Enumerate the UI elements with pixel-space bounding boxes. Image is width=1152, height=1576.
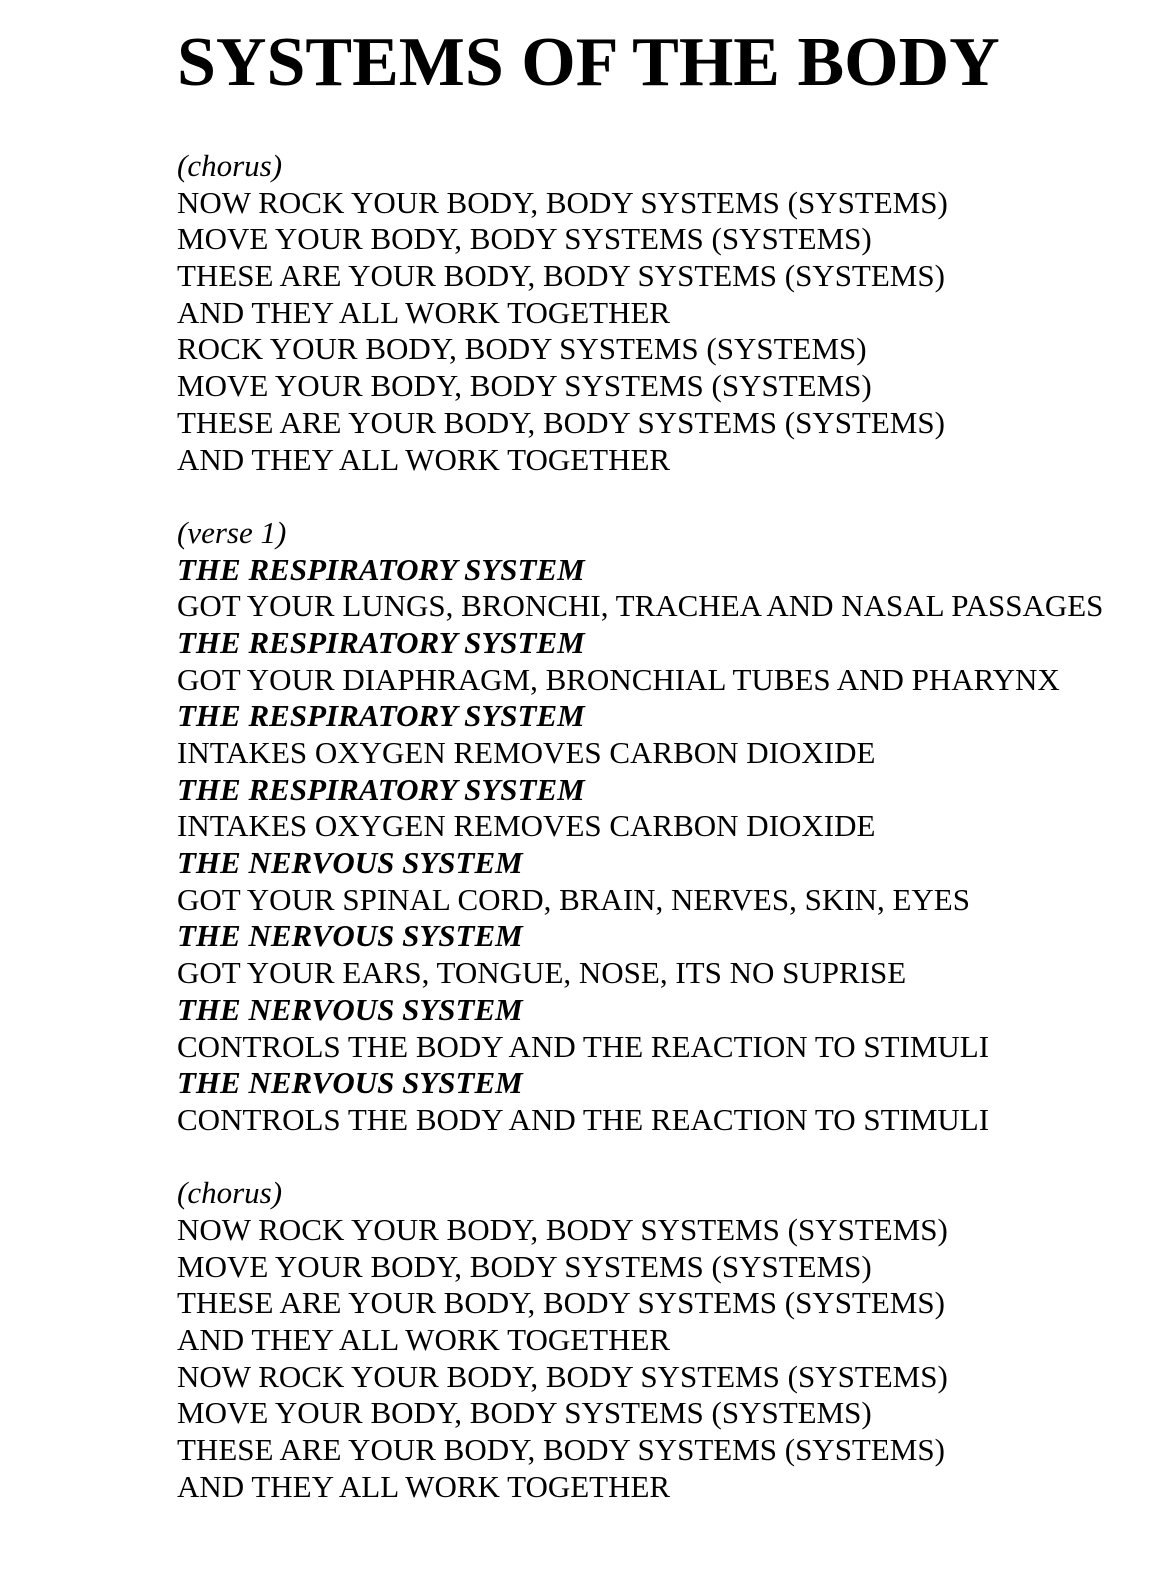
lyric-line: CONTROLS THE BODY AND THE REACTION TO STIMULI (177, 1028, 990, 1064)
system-heading: THE RESPIRATORY SYSTEM (177, 624, 585, 660)
lyric-line: AND THEY ALL WORK TOGETHER (177, 294, 671, 330)
lyric-line: GOT YOUR EARS, TONGUE, NOSE, ITS NO SUPRISE (177, 955, 907, 991)
lyric-line: NOW ROCK YOUR BODY, BODY SYSTEMS (SYSTEMS) (177, 1211, 948, 1247)
section-label: (chorus) (177, 1175, 283, 1211)
lyrics-content (177, 148, 1147, 1505)
lyric-line: THESE ARE YOUR BODY, BODY SYSTEMS (SYSTEMS) (177, 1285, 945, 1321)
lyric-line: INTAKES OXYGEN REMOVES CARBON DIOXIDE (177, 735, 876, 770)
system-heading: THE RESPIRATORY SYSTEM (177, 551, 585, 587)
system-heading: THE NERVOUS SYSTEM (177, 991, 523, 1027)
lyric-line: THESE ARE YOUR BODY, BODY SYSTEMS (SYSTEMS) (177, 1432, 945, 1468)
lyric-line: NOW ROCK YOUR BODY, BODY SYSTEMS (SYSTEMS) (177, 184, 948, 220)
lyric-line: CONTROLS THE BODY AND THE REACTION TO STIMULI (177, 1101, 990, 1137)
system-heading: THE RESPIRATORY SYSTEM (177, 771, 585, 807)
lyric-line: AND THEY ALL WORK TOGETHER (177, 1468, 671, 1504)
system-heading: THE RESPIRATORY SYSTEM (177, 698, 585, 734)
system-heading: THE NERVOUS SYSTEM (177, 918, 523, 954)
section-label: (verse 1) (177, 514, 287, 550)
lyric-line: AND THEY ALL WORK TOGETHER (177, 441, 671, 477)
lyrics-page (177, 22, 1147, 1542)
section-label: (chorus) (177, 148, 283, 183)
lyric-line: GOT YOUR DIAPHRAGM, BRONCHIAL TUBES AND PHARYNX (177, 661, 1060, 697)
lyric-line: THESE ARE YOUR BODY, BODY SYSTEMS (SYSTEMS) (177, 404, 945, 440)
lyric-line: ROCK YOUR BODY, BODY SYSTEMS (SYSTEMS) (177, 331, 867, 367)
system-heading: THE NERVOUS SYSTEM (177, 1065, 523, 1101)
lyric-line: INTAKES OXYGEN REMOVES CARBON DIOXIDE (177, 808, 876, 844)
lyric-line: MOVE YOUR BODY, BODY SYSTEMS (SYSTEMS) (177, 368, 872, 404)
lyrics-section (177, 148, 1147, 478)
lyric-line: AND THEY ALL WORK TOGETHER (177, 1322, 671, 1357)
lyrics-section (177, 515, 1147, 1139)
lyric-line: GOT YOUR LUNGS, BRONCHI, TRACHEA AND NASAL PASSAGES (177, 588, 1104, 624)
lyric-line: GOT YOUR SPINAL CORD, BRAIN, NERVES, SKIN, EYES (177, 881, 970, 917)
lyric-line: MOVE YOUR BODY, BODY SYSTEMS (SYSTEMS) (177, 1248, 872, 1284)
page-title: SYSTEMS OF THE BODY (177, 24, 1000, 101)
lyric-line: MOVE YOUR BODY, BODY SYSTEMS (SYSTEMS) (177, 1395, 872, 1431)
lyric-line: MOVE YOUR BODY, BODY SYSTEMS (SYSTEMS) (177, 221, 872, 257)
lyric-line: NOW ROCK YOUR BODY, BODY SYSTEMS (SYSTEMS) (177, 1358, 948, 1394)
system-heading: THE NERVOUS SYSTEM (177, 845, 523, 881)
lyric-line: THESE ARE YOUR BODY, BODY SYSTEMS (SYSTEMS) (177, 258, 945, 294)
lyrics-section (177, 1175, 1147, 1505)
